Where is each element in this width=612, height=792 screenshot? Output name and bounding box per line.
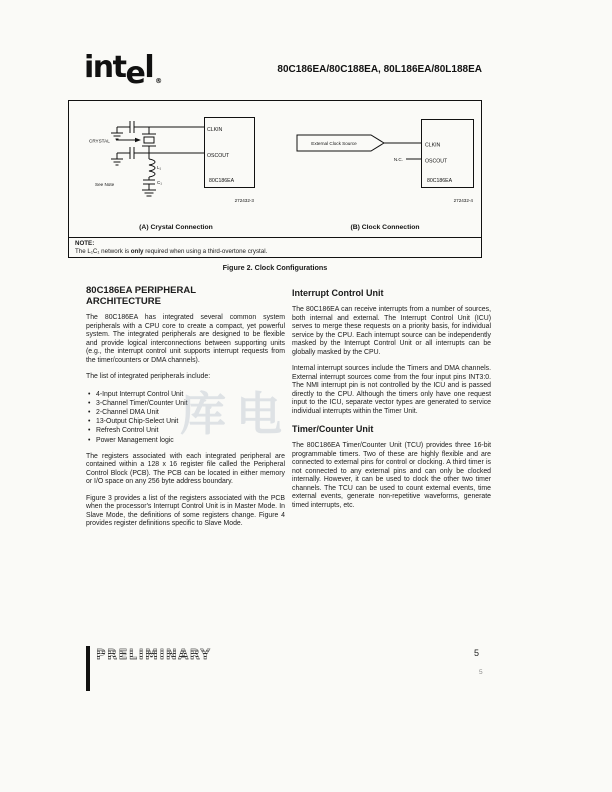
footer-margin-bar bbox=[86, 646, 90, 691]
section-heading-interrupt-control-unit: Interrupt Control Unit bbox=[292, 288, 384, 298]
figure2-clock-configurations bbox=[68, 100, 482, 258]
section-heading-timer-counter-unit: Timer/Counter Unit bbox=[292, 424, 374, 434]
registered-trademark-icon: ® bbox=[155, 77, 163, 85]
c1-label: C₁ bbox=[157, 180, 162, 185]
crystal-symbol bbox=[144, 137, 154, 143]
l1-label: L₁ bbox=[157, 165, 162, 170]
peripherals-list bbox=[88, 390, 285, 445]
paragraph: The 80C186EA has integrated several common system peripherals with a CPU core to create a compact, yet powerful system. The integrated peripherals are designed to be flexible and provide logical interconnections between supporting units (e.g., the interrupt control unit supports interrupt requests from the timer/counters or DMA channels). bbox=[86, 314, 285, 364]
oscout-pin-label-b: OSCOUT bbox=[425, 158, 448, 165]
list-item: • Refresh Control Unit bbox=[88, 426, 285, 435]
external-clock-source-label: External Clock Source bbox=[311, 141, 357, 147]
crystal-diagram-labels bbox=[89, 127, 254, 231]
watermark: 库电 bbox=[180, 388, 292, 440]
note-text-before: The L₁C₁ network is bbox=[75, 248, 131, 255]
heading-line-1: 80C186EA PERIPHERAL bbox=[86, 285, 196, 296]
paragraph: Figure 3 provides a list of the registers associated with the PCB when the processor's Interrupt Control Unit is in Master Mode. In Slave Mode, the definitions of some registers change. Figure 4 provides register definitions specific to Slave Mode. bbox=[86, 494, 285, 528]
clock-diagram-labels bbox=[311, 141, 473, 231]
paragraph: The 80C186EA can receive interrupts from a number of sources, both internal and external. The Interrupt Control Unit (ICU) serves to merge these requests on a priority basis, for individual service by the CPU. Each interrupt source can be independently masked by the Interrupt Control Unit or all interrupts can be globally masked by the CPU. bbox=[292, 306, 491, 356]
paragraph: Internal interrupt sources include the Timers and DMA channels. External interrupt sources come from the four input pins INT3:0. The NMI interrupt pin is not controlled by the ICU and is passed directly to the CPU. Although the timers only have one request input to the ICU, separate vector types are generated to service individual interrupts within the Timer Unit. bbox=[292, 365, 491, 415]
inductor-l1-symbol bbox=[149, 159, 155, 177]
caption-clock-connection: (B) Clock Connection bbox=[350, 224, 420, 231]
list-item: • 13-Output Chip-Select Unit bbox=[88, 417, 285, 426]
paragraph: The registers associated with each integrated peripheral are contained within a 128 x 16 register file called the Peripheral Control Block (PCB). The PCB can be located in either memory or I/O space on any 256 byte address boundary. bbox=[86, 452, 285, 486]
note-text-after: required when using a third-overtone crystal. bbox=[143, 248, 268, 255]
crystal-connection-schematic bbox=[111, 118, 255, 197]
clock-configuration-diagrams bbox=[69, 101, 481, 237]
figure-note bbox=[69, 237, 481, 259]
crystal-label: CRYSTAL bbox=[89, 138, 110, 144]
nc-label: N.C. bbox=[393, 157, 403, 163]
see-note-label: See Note bbox=[95, 182, 115, 187]
list-item: • 2-Channel DMA Unit bbox=[88, 408, 285, 417]
logo-dropped-e: e bbox=[125, 56, 145, 91]
logo-text-l: l bbox=[144, 50, 154, 85]
list-item: • Power Management logic bbox=[88, 436, 285, 445]
page-header-title: 80C186EA/80C188EA, 80L186EA/80L188EA bbox=[277, 64, 482, 75]
chip-label-a: 80C186EA bbox=[209, 178, 235, 184]
heading-line-2: ARCHITECTURE bbox=[86, 296, 161, 307]
paragraph: The list of integrated peripherals include: bbox=[86, 373, 211, 380]
note-text-bold: only bbox=[130, 248, 144, 255]
clkin-pin-label-b: CLKIN bbox=[425, 142, 441, 149]
note-text bbox=[75, 248, 267, 255]
clkin-pin-label-a: CLKIN bbox=[207, 127, 223, 133]
page-number: 5 bbox=[474, 648, 480, 658]
paragraph: The 80C186EA Timer/Counter Unit (TCU) provides three 16-bit programmable timers. Two of these are highly flexible and are connected to external pins for control or clocking. A third timer is not connected to any external pins and can only be clocked internally. However, it can be used to clock the other two timer channels. The TCU can be used to count external events, time external events, generate non-repetitive waveforms, generate timed interrupts, etc. bbox=[292, 442, 491, 509]
list-item: • 4-Input Interrupt Control Unit bbox=[88, 390, 285, 399]
crystal-arrowhead-icon bbox=[135, 138, 141, 142]
preliminary-stamp: PRELIMINARY bbox=[96, 648, 212, 663]
section-heading-peripheral-architecture bbox=[86, 285, 285, 307]
caption-crystal-connection: (A) Crystal Connection bbox=[139, 224, 213, 231]
chip-label-b: 80C186EA bbox=[427, 178, 453, 184]
figure2-caption: Figure 2. Clock Configurations bbox=[222, 263, 328, 272]
list-item: • 3-Channel Timer/Counter Unit bbox=[88, 399, 285, 408]
page-number-small: 5 bbox=[479, 669, 483, 676]
figure-ref-b: 272432-4 bbox=[453, 198, 473, 203]
left-column bbox=[86, 285, 285, 537]
right-column bbox=[292, 285, 491, 518]
logo-text-int: int bbox=[84, 50, 126, 85]
note-label: NOTE: bbox=[75, 240, 95, 247]
figure-ref-a: 272432-3 bbox=[234, 198, 254, 203]
intel-logo bbox=[84, 50, 163, 91]
oscout-pin-label-a: OSCOUT bbox=[207, 153, 230, 159]
